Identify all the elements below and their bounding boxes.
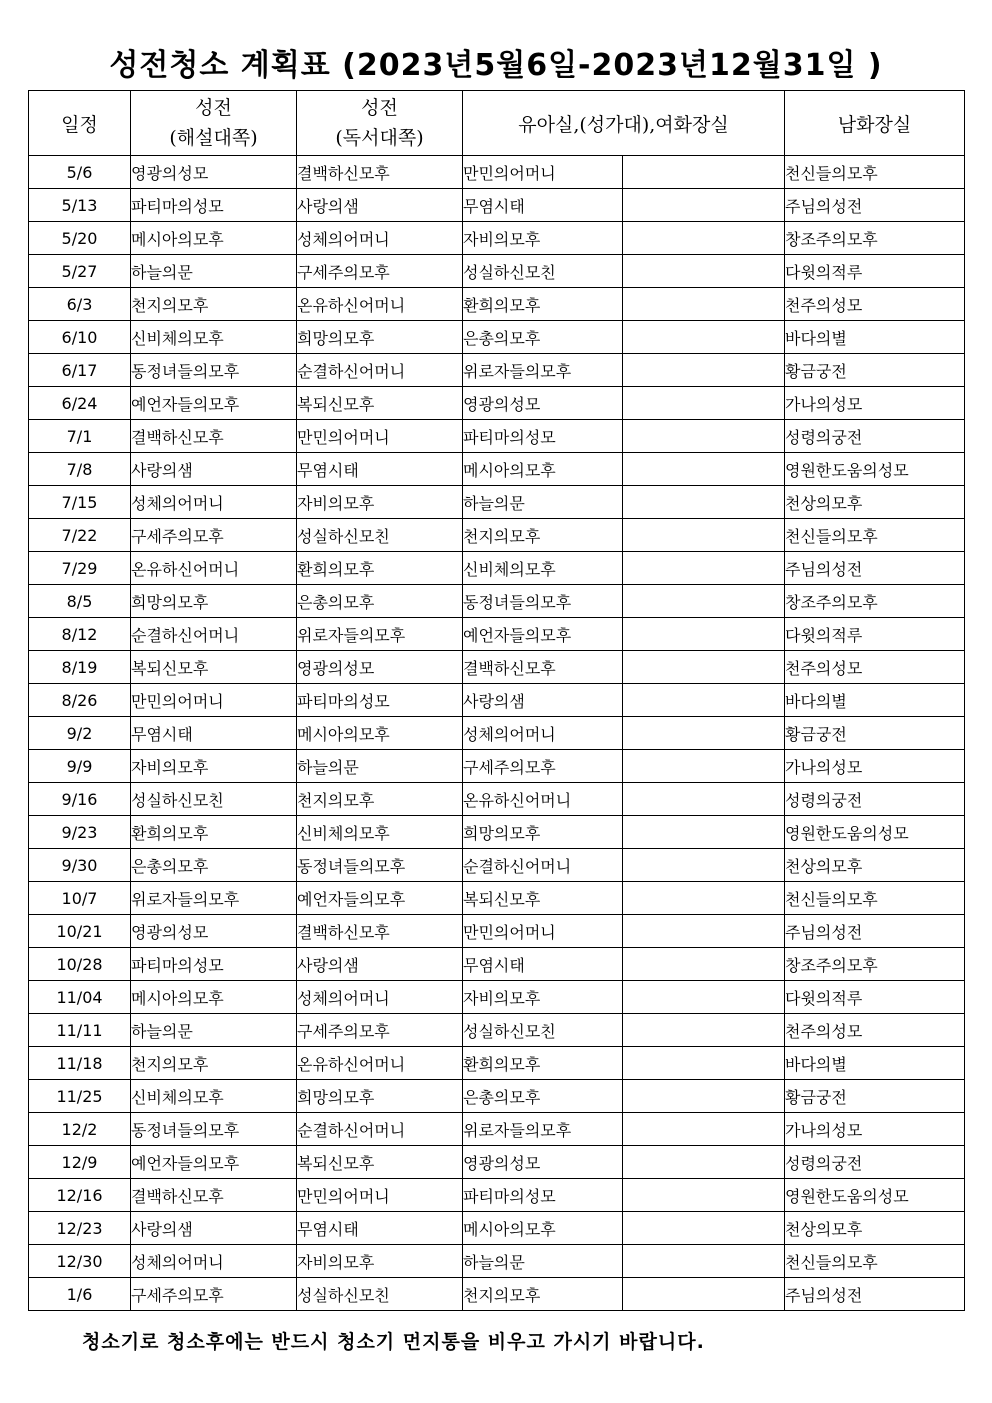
empty-cell	[623, 255, 785, 288]
date-cell: 8/26	[29, 684, 131, 717]
sanctuary-lectern-cell: 무염시태	[297, 453, 463, 486]
table-row	[29, 1047, 965, 1080]
nursery-womens-restroom-cell: 성실하신모친	[463, 255, 623, 288]
table-row	[29, 585, 965, 618]
table-row	[29, 420, 965, 453]
empty-cell	[623, 750, 785, 783]
sanctuary-lectern-cell: 희망의모후	[297, 321, 463, 354]
date-cell: 9/23	[29, 816, 131, 849]
table-row	[29, 717, 965, 750]
sanctuary-lectern-cell: 순결하신어머니	[297, 354, 463, 387]
nursery-womens-restroom-cell: 위로자들의모후	[463, 354, 623, 387]
mens-restroom-cell: 천신들의모후	[785, 1245, 965, 1278]
mens-restroom-cell: 가나의성모	[785, 1113, 965, 1146]
sanctuary-commentary-cell: 만민의어머니	[131, 684, 297, 717]
table-row	[29, 519, 965, 552]
mens-restroom-cell: 천주의성모	[785, 288, 965, 321]
schedule-table	[28, 90, 965, 1311]
date-cell: 7/1	[29, 420, 131, 453]
nursery-womens-restroom-cell: 메시아의모후	[463, 1212, 623, 1245]
date-cell: 12/9	[29, 1146, 131, 1179]
header-nursery-womens-restroom: 유아실,(성가대),여화장실	[463, 91, 785, 156]
header-row	[29, 91, 965, 156]
sanctuary-commentary-cell: 환희의모후	[131, 816, 297, 849]
empty-cell	[623, 651, 785, 684]
sanctuary-commentary-cell: 영광의성모	[131, 156, 297, 189]
mens-restroom-cell: 영원한도움의성모	[785, 1179, 965, 1212]
sanctuary-lectern-cell: 예언자들의모후	[297, 882, 463, 915]
sanctuary-lectern-cell: 파티마의성모	[297, 684, 463, 717]
date-cell: 6/24	[29, 387, 131, 420]
date-cell: 7/15	[29, 486, 131, 519]
header-sanctuary-commentary-side	[131, 91, 297, 156]
sanctuary-lectern-cell: 은총의모후	[297, 585, 463, 618]
mens-restroom-cell: 바다의별	[785, 684, 965, 717]
empty-cell	[623, 222, 785, 255]
nursery-womens-restroom-cell: 환희의모후	[463, 1047, 623, 1080]
mens-restroom-cell: 천상의모후	[785, 1212, 965, 1245]
nursery-womens-restroom-cell: 구세주의모후	[463, 750, 623, 783]
empty-cell	[623, 717, 785, 750]
date-cell: 8/19	[29, 651, 131, 684]
nursery-womens-restroom-cell: 성체의어머니	[463, 717, 623, 750]
nursery-womens-restroom-cell: 영광의성모	[463, 1146, 623, 1179]
sanctuary-commentary-cell: 사랑의샘	[131, 453, 297, 486]
empty-cell	[623, 189, 785, 222]
table-row	[29, 189, 965, 222]
sanctuary-lectern-cell: 사랑의샘	[297, 189, 463, 222]
sanctuary-commentary-cell: 동정녀들의모후	[131, 1113, 297, 1146]
sanctuary-lectern-cell: 영광의성모	[297, 651, 463, 684]
date-cell: 11/04	[29, 981, 131, 1014]
date-cell: 6/3	[29, 288, 131, 321]
sanctuary-commentary-cell: 파티마의성모	[131, 948, 297, 981]
sanctuary-lectern-cell: 메시아의모후	[297, 717, 463, 750]
table-row	[29, 222, 965, 255]
sanctuary-commentary-cell: 파티마의성모	[131, 189, 297, 222]
date-cell: 12/16	[29, 1179, 131, 1212]
empty-cell	[623, 354, 785, 387]
nursery-womens-restroom-cell: 무염시태	[463, 948, 623, 981]
nursery-womens-restroom-cell: 사랑의샘	[463, 684, 623, 717]
nursery-womens-restroom-cell: 자비의모후	[463, 222, 623, 255]
header-mens-restroom: 남화장실	[785, 91, 965, 156]
date-cell: 12/30	[29, 1245, 131, 1278]
sanctuary-lectern-cell: 위로자들의모후	[297, 618, 463, 651]
sanctuary-commentary-cell: 성실하신모친	[131, 783, 297, 816]
nursery-womens-restroom-cell: 성실하신모친	[463, 1014, 623, 1047]
nursery-womens-restroom-cell: 위로자들의모후	[463, 1113, 623, 1146]
sanctuary-lectern-cell: 만민의어머니	[297, 1179, 463, 1212]
table-row	[29, 1014, 965, 1047]
nursery-womens-restroom-cell: 예언자들의모후	[463, 618, 623, 651]
table-row	[29, 849, 965, 882]
date-cell: 5/6	[29, 156, 131, 189]
date-cell: 1/6	[29, 1278, 131, 1311]
sanctuary-lectern-cell: 성체의어머니	[297, 222, 463, 255]
mens-restroom-cell: 주님의성전	[785, 915, 965, 948]
sanctuary-lectern-cell: 온유하신어머니	[297, 1047, 463, 1080]
empty-cell	[623, 519, 785, 552]
date-cell: 5/20	[29, 222, 131, 255]
sanctuary-lectern-cell: 신비체의모후	[297, 816, 463, 849]
empty-cell	[623, 1047, 785, 1080]
nursery-womens-restroom-cell: 동정녀들의모후	[463, 585, 623, 618]
mens-restroom-cell: 창조주의모후	[785, 222, 965, 255]
table-row	[29, 387, 965, 420]
mens-restroom-cell: 창조주의모후	[785, 585, 965, 618]
empty-cell	[623, 981, 785, 1014]
empty-cell	[623, 948, 785, 981]
mens-restroom-cell: 천상의모후	[785, 486, 965, 519]
empty-cell	[623, 1179, 785, 1212]
date-cell: 12/2	[29, 1113, 131, 1146]
mens-restroom-cell: 창조주의모후	[785, 948, 965, 981]
empty-cell	[623, 156, 785, 189]
sanctuary-commentary-cell: 메시아의모후	[131, 222, 297, 255]
mens-restroom-cell: 영원한도움의성모	[785, 453, 965, 486]
sanctuary-commentary-cell: 순결하신어머니	[131, 618, 297, 651]
header-col2-line1: 성전	[361, 97, 398, 119]
sanctuary-lectern-cell: 사랑의샘	[297, 948, 463, 981]
nursery-womens-restroom-cell: 천지의모후	[463, 1278, 623, 1311]
empty-cell	[623, 288, 785, 321]
table-row	[29, 684, 965, 717]
mens-restroom-cell: 황금궁전	[785, 1080, 965, 1113]
mens-restroom-cell: 성령의궁전	[785, 783, 965, 816]
sanctuary-lectern-cell: 만민의어머니	[297, 420, 463, 453]
empty-cell	[623, 453, 785, 486]
mens-restroom-cell: 천상의모후	[785, 849, 965, 882]
sanctuary-commentary-cell: 결백하신모후	[131, 1179, 297, 1212]
mens-restroom-cell: 천주의성모	[785, 1014, 965, 1047]
date-cell: 5/13	[29, 189, 131, 222]
empty-cell	[623, 1014, 785, 1047]
table-row	[29, 453, 965, 486]
empty-cell	[623, 1146, 785, 1179]
header-sanctuary-lectern-side	[297, 91, 463, 156]
empty-cell	[623, 1212, 785, 1245]
sanctuary-commentary-cell: 영광의성모	[131, 915, 297, 948]
sanctuary-lectern-cell: 온유하신어머니	[297, 288, 463, 321]
mens-restroom-cell: 황금궁전	[785, 717, 965, 750]
sanctuary-commentary-cell: 온유하신어머니	[131, 552, 297, 585]
mens-restroom-cell: 바다의별	[785, 321, 965, 354]
empty-cell	[623, 849, 785, 882]
empty-cell	[623, 783, 785, 816]
sanctuary-lectern-cell: 희망의모후	[297, 1080, 463, 1113]
date-cell: 5/27	[29, 255, 131, 288]
mens-restroom-cell: 주님의성전	[785, 189, 965, 222]
mens-restroom-cell: 천신들의모후	[785, 519, 965, 552]
mens-restroom-cell: 가나의성모	[785, 387, 965, 420]
sanctuary-commentary-cell: 복되신모후	[131, 651, 297, 684]
empty-cell	[623, 915, 785, 948]
empty-cell	[623, 585, 785, 618]
date-cell: 6/17	[29, 354, 131, 387]
sanctuary-lectern-cell: 복되신모후	[297, 387, 463, 420]
sanctuary-commentary-cell: 예언자들의모후	[131, 1146, 297, 1179]
table-row	[29, 948, 965, 981]
sanctuary-commentary-cell: 천지의모후	[131, 1047, 297, 1080]
header-date: 일정	[29, 91, 131, 156]
nursery-womens-restroom-cell: 환희의모후	[463, 288, 623, 321]
date-cell: 12/23	[29, 1212, 131, 1245]
sanctuary-lectern-cell: 결백하신모후	[297, 156, 463, 189]
date-cell: 10/28	[29, 948, 131, 981]
sanctuary-lectern-cell: 성실하신모친	[297, 519, 463, 552]
table-row	[29, 1212, 965, 1245]
nursery-womens-restroom-cell: 희망의모후	[463, 816, 623, 849]
date-cell: 11/11	[29, 1014, 131, 1047]
mens-restroom-cell: 성령의궁전	[785, 1146, 965, 1179]
sanctuary-commentary-cell: 구세주의모후	[131, 1278, 297, 1311]
nursery-womens-restroom-cell: 메시아의모후	[463, 453, 623, 486]
date-cell: 9/16	[29, 783, 131, 816]
sanctuary-commentary-cell: 위로자들의모후	[131, 882, 297, 915]
mens-restroom-cell: 다윗의적루	[785, 981, 965, 1014]
mens-restroom-cell: 천신들의모후	[785, 156, 965, 189]
empty-cell	[623, 816, 785, 849]
mens-restroom-cell: 황금궁전	[785, 354, 965, 387]
date-cell: 9/9	[29, 750, 131, 783]
table-row	[29, 486, 965, 519]
table-row	[29, 354, 965, 387]
table-row	[29, 321, 965, 354]
nursery-womens-restroom-cell: 온유하신어머니	[463, 783, 623, 816]
nursery-womens-restroom-cell: 자비의모후	[463, 981, 623, 1014]
sanctuary-commentary-cell: 신비체의모후	[131, 1080, 297, 1113]
sanctuary-commentary-cell: 메시아의모후	[131, 981, 297, 1014]
sanctuary-lectern-cell: 복되신모후	[297, 1146, 463, 1179]
sanctuary-lectern-cell: 순결하신어머니	[297, 1113, 463, 1146]
empty-cell	[623, 1113, 785, 1146]
table-row	[29, 882, 965, 915]
sanctuary-commentary-cell: 동정녀들의모후	[131, 354, 297, 387]
table-row	[29, 255, 965, 288]
header-col1-line2: (해설대쪽)	[169, 127, 258, 149]
empty-cell	[623, 1278, 785, 1311]
sanctuary-lectern-cell: 자비의모후	[297, 486, 463, 519]
date-cell: 11/18	[29, 1047, 131, 1080]
table-row	[29, 783, 965, 816]
header-col2-line2: (독서대쪽)	[335, 127, 424, 149]
sanctuary-lectern-cell: 무염시태	[297, 1212, 463, 1245]
mens-restroom-cell: 다윗의적루	[785, 255, 965, 288]
sanctuary-commentary-cell: 구세주의모후	[131, 519, 297, 552]
empty-cell	[623, 1245, 785, 1278]
date-cell: 10/7	[29, 882, 131, 915]
schedule-body	[29, 156, 965, 1311]
date-cell: 11/25	[29, 1080, 131, 1113]
sanctuary-commentary-cell: 성체의어머니	[131, 1245, 297, 1278]
table-row	[29, 651, 965, 684]
table-row	[29, 981, 965, 1014]
mens-restroom-cell: 천주의성모	[785, 651, 965, 684]
empty-cell	[623, 321, 785, 354]
date-cell: 10/21	[29, 915, 131, 948]
sanctuary-commentary-cell: 무염시태	[131, 717, 297, 750]
sanctuary-lectern-cell: 성체의어머니	[297, 981, 463, 1014]
date-cell: 8/5	[29, 585, 131, 618]
nursery-womens-restroom-cell: 파티마의성모	[463, 420, 623, 453]
mens-restroom-cell: 바다의별	[785, 1047, 965, 1080]
sanctuary-lectern-cell: 결백하신모후	[297, 915, 463, 948]
sanctuary-commentary-cell: 은총의모후	[131, 849, 297, 882]
table-row	[29, 1113, 965, 1146]
sanctuary-lectern-cell: 동정녀들의모후	[297, 849, 463, 882]
table-row	[29, 1179, 965, 1212]
nursery-womens-restroom-cell: 결백하신모후	[463, 651, 623, 684]
sanctuary-lectern-cell: 환희의모후	[297, 552, 463, 585]
sanctuary-commentary-cell: 예언자들의모후	[131, 387, 297, 420]
sanctuary-lectern-cell: 하늘의문	[297, 750, 463, 783]
date-cell: 6/10	[29, 321, 131, 354]
empty-cell	[623, 387, 785, 420]
sanctuary-lectern-cell: 성실하신모친	[297, 1278, 463, 1311]
table-row	[29, 750, 965, 783]
table-row	[29, 552, 965, 585]
date-cell: 8/12	[29, 618, 131, 651]
empty-cell	[623, 618, 785, 651]
mens-restroom-cell: 천신들의모후	[785, 882, 965, 915]
nursery-womens-restroom-cell: 만민의어머니	[463, 915, 623, 948]
nursery-womens-restroom-cell: 영광의성모	[463, 387, 623, 420]
nursery-womens-restroom-cell: 신비체의모후	[463, 552, 623, 585]
nursery-womens-restroom-cell: 만민의어머니	[463, 156, 623, 189]
sanctuary-commentary-cell: 희망의모후	[131, 585, 297, 618]
sanctuary-commentary-cell: 신비체의모후	[131, 321, 297, 354]
sanctuary-commentary-cell: 하늘의문	[131, 255, 297, 288]
mens-restroom-cell: 주님의성전	[785, 552, 965, 585]
mens-restroom-cell: 주님의성전	[785, 1278, 965, 1311]
nursery-womens-restroom-cell: 순결하신어머니	[463, 849, 623, 882]
empty-cell	[623, 486, 785, 519]
nursery-womens-restroom-cell: 하늘의문	[463, 1245, 623, 1278]
date-cell: 7/29	[29, 552, 131, 585]
footer-note: 청소기로 청소후에는 반드시 청소기 먼지통을 비우고 가시기 바랍니다.	[82, 1331, 705, 1353]
sanctuary-lectern-cell: 천지의모후	[297, 783, 463, 816]
sanctuary-commentary-cell: 결백하신모후	[131, 420, 297, 453]
sanctuary-lectern-cell: 자비의모후	[297, 1245, 463, 1278]
sanctuary-lectern-cell: 구세주의모후	[297, 1014, 463, 1047]
table-row	[29, 1245, 965, 1278]
mens-restroom-cell: 영원한도움의성모	[785, 816, 965, 849]
table-row	[29, 1278, 965, 1311]
table-row	[29, 156, 965, 189]
mens-restroom-cell: 가나의성모	[785, 750, 965, 783]
header-col1-line1: 성전	[195, 97, 232, 119]
nursery-womens-restroom-cell: 은총의모후	[463, 1080, 623, 1113]
table-row	[29, 1080, 965, 1113]
table-row	[29, 915, 965, 948]
sanctuary-commentary-cell: 성체의어머니	[131, 486, 297, 519]
nursery-womens-restroom-cell: 복되신모후	[463, 882, 623, 915]
date-cell: 9/2	[29, 717, 131, 750]
empty-cell	[623, 552, 785, 585]
nursery-womens-restroom-cell: 은총의모후	[463, 321, 623, 354]
nursery-womens-restroom-cell: 하늘의문	[463, 486, 623, 519]
sanctuary-commentary-cell: 자비의모후	[131, 750, 297, 783]
nursery-womens-restroom-cell: 무염시태	[463, 189, 623, 222]
nursery-womens-restroom-cell: 파티마의성모	[463, 1179, 623, 1212]
table-row	[29, 618, 965, 651]
sanctuary-commentary-cell: 천지의모후	[131, 288, 297, 321]
empty-cell	[623, 1080, 785, 1113]
date-cell: 7/22	[29, 519, 131, 552]
nursery-womens-restroom-cell: 천지의모후	[463, 519, 623, 552]
empty-cell	[623, 420, 785, 453]
page-title: 성전청소 계획표 (2023년5월6일-2023년12월31일 )	[109, 48, 883, 83]
table-row	[29, 1146, 965, 1179]
table-row	[29, 816, 965, 849]
date-cell: 7/8	[29, 453, 131, 486]
sanctuary-commentary-cell: 사랑의샘	[131, 1212, 297, 1245]
sanctuary-lectern-cell: 구세주의모후	[297, 255, 463, 288]
table-row	[29, 288, 965, 321]
sanctuary-commentary-cell: 하늘의문	[131, 1014, 297, 1047]
empty-cell	[623, 882, 785, 915]
date-cell: 9/30	[29, 849, 131, 882]
mens-restroom-cell: 다윗의적루	[785, 618, 965, 651]
mens-restroom-cell: 성령의궁전	[785, 420, 965, 453]
empty-cell	[623, 684, 785, 717]
